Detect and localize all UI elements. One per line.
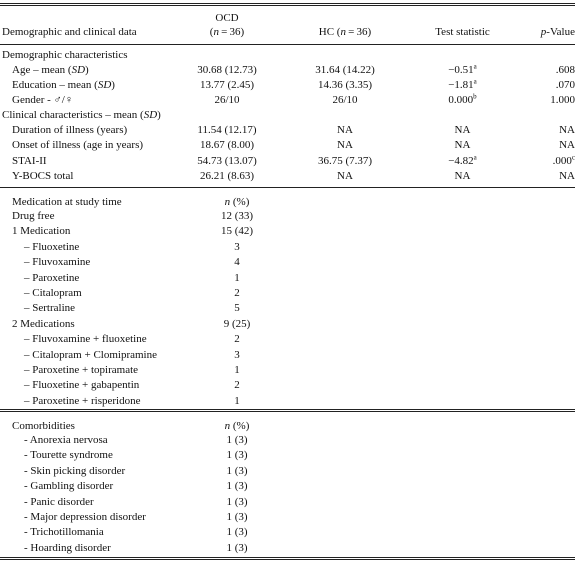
table-row <box>0 92 575 108</box>
item-label: – Citalopram <box>24 287 82 299</box>
row-label: Duration of illness (years) <box>12 124 128 136</box>
header-row-2 <box>0 24 575 40</box>
test-statistic-value <box>410 153 515 169</box>
p-value <box>520 137 575 153</box>
item-label: - Trichotillomania <box>24 526 104 539</box>
p-value <box>520 153 575 169</box>
item-value: 12 (33) <box>220 210 254 222</box>
item-label: – Fluoxetine + gabapentin <box>24 379 140 392</box>
list-item <box>0 540 575 556</box>
item-value: 2 <box>234 287 240 299</box>
medication-title: Medication at study time <box>12 196 122 208</box>
item-value: 1 (3) <box>226 495 248 508</box>
item-label: – Fluvoxamine <box>24 256 91 269</box>
ocd-value: 11.54 (12.17) <box>197 124 257 136</box>
p-number: NA <box>559 124 575 136</box>
item-value: 1 (3) <box>226 541 248 554</box>
item-label: 2 Medications <box>12 317 75 330</box>
bottom-rule-2 <box>0 559 575 560</box>
item-label: 1 Medication <box>12 225 71 238</box>
test-statistic-value <box>410 137 515 153</box>
table-row <box>0 153 575 169</box>
hc-value: NA <box>337 139 353 152</box>
p-value <box>520 77 575 93</box>
item-value: 1 <box>234 271 240 284</box>
p-value <box>520 168 575 184</box>
hc-value: 26/10 <box>332 94 358 106</box>
hc-value: 14.36 (3.35) <box>317 79 373 91</box>
row-label: STAI-II <box>12 154 47 167</box>
section-demographic: Demographic characteristics <box>2 49 128 61</box>
stat-number: −0.51 <box>448 64 474 76</box>
table-row <box>0 122 575 138</box>
list-item <box>0 347 575 363</box>
item-value: 1 <box>234 364 240 376</box>
header-ocd-n: (n = 36) <box>209 26 245 38</box>
section-clinical: Clinical characteristics – mean (SD) <box>2 109 161 121</box>
test-statistic-value <box>410 92 515 108</box>
item-label: – Paroxetine + risperidone <box>24 394 141 407</box>
top-rule-2 <box>0 5 575 6</box>
item-value: 9 (25) <box>223 317 251 330</box>
item-label: – Sertraline <box>24 302 76 315</box>
item-label: – Paroxetine <box>24 271 80 284</box>
item-value: 1 (3) <box>226 434 248 446</box>
item-label: – Paroxetine + topiramate <box>24 364 139 376</box>
header-p-value: p-Value <box>540 26 575 38</box>
row-label: Gender - ♂/♀ <box>12 94 74 106</box>
list-item <box>0 447 575 463</box>
table-row <box>0 137 575 153</box>
header-test-statistic: Test statistic <box>435 26 490 38</box>
stat-number: 0.000 <box>448 94 474 106</box>
item-label: - Skin picking disorder <box>24 464 126 477</box>
ocd-value: 54.73 (13.07) <box>197 154 257 167</box>
stat-footnote: a <box>473 62 477 71</box>
item-value: 1 (3) <box>226 449 248 462</box>
header-ocd: OCD <box>215 12 239 24</box>
ocd-value: 26/10 <box>214 94 240 106</box>
item-label: – Fluvoxamine + fluoxetine <box>24 333 147 346</box>
p-footnote: c <box>571 152 575 161</box>
clinical-rule <box>0 187 575 188</box>
list-item <box>0 432 575 448</box>
p-number: .000 <box>552 154 572 167</box>
hc-value: NA <box>337 169 353 182</box>
list-item <box>0 285 575 301</box>
p-value <box>520 92 575 108</box>
comorbidities-col-header: n (%) <box>224 420 250 432</box>
item-value: 2 <box>234 333 240 346</box>
stat-footnote: b <box>473 92 477 101</box>
test-statistic-value <box>410 62 515 78</box>
list-item <box>0 254 575 270</box>
item-value: 2 <box>234 379 240 392</box>
stat-footnote: a <box>473 152 477 161</box>
list-item <box>0 494 575 510</box>
test-statistic-value <box>410 168 515 184</box>
list-item <box>0 239 575 255</box>
ocd-value: 13.77 (2.45) <box>199 79 255 91</box>
item-label: – Citalopram + Clomipramine <box>24 348 157 361</box>
table-row <box>0 62 575 78</box>
list-item <box>0 362 575 378</box>
item-label: - Tourette syndrome <box>24 449 113 462</box>
list-item <box>0 270 575 286</box>
medication-col-header: n (%) <box>224 196 250 208</box>
p-value <box>520 62 575 78</box>
row-label: Y-BOCS total <box>12 169 74 182</box>
item-value: 1 (3) <box>226 526 248 539</box>
stat-number: NA <box>454 169 471 182</box>
p-number: .070 <box>555 79 575 91</box>
header-label: Demographic and clinical data <box>2 26 137 38</box>
hc-value: 36.75 (7.37) <box>317 154 373 167</box>
item-label: - Gambling disorder <box>24 480 114 493</box>
p-number: NA <box>559 139 575 152</box>
stat-number: −1.81 <box>448 79 474 91</box>
comorbidities-title: Comorbidities <box>12 420 75 432</box>
table-row <box>0 77 575 93</box>
p-number: 1.000 <box>550 94 575 106</box>
p-number: NA <box>559 169 575 182</box>
item-value: 1 <box>234 394 240 407</box>
item-value: 15 (42) <box>220 225 254 238</box>
list-item <box>0 509 575 525</box>
item-value: 3 <box>234 240 240 253</box>
medication-rule-2 <box>0 411 575 412</box>
item-value: 5 <box>234 302 240 315</box>
item-value: 1 (3) <box>226 480 248 493</box>
medication-rule <box>0 409 575 410</box>
item-label: - Hoarding disorder <box>24 541 111 554</box>
ocd-value: 26.21 (8.63) <box>199 169 255 182</box>
list-item <box>0 393 575 409</box>
header-hc: HC (n = 36) <box>318 26 372 38</box>
item-label: - Major depression disorder <box>24 511 146 523</box>
row-label: Education – mean (SD) <box>12 79 115 91</box>
list-item <box>0 524 575 540</box>
row-label: Onset of illness (age in years) <box>12 139 144 152</box>
item-label: Drug free <box>12 210 55 222</box>
test-statistic-value <box>410 77 515 93</box>
ocd-value: 30.68 (12.73) <box>197 64 257 76</box>
item-value: 3 <box>234 348 240 361</box>
stat-number: NA <box>454 124 471 136</box>
list-item <box>0 377 575 393</box>
ocd-value: 18.67 (8.00) <box>199 139 255 152</box>
list-item <box>0 208 575 224</box>
p-value <box>520 122 575 138</box>
hc-value: NA <box>337 124 353 136</box>
list-item <box>0 223 575 239</box>
header-rule <box>0 44 575 45</box>
bottom-rule <box>0 557 575 558</box>
list-item <box>0 316 575 332</box>
list-item <box>0 300 575 316</box>
item-label: - Anorexia nervosa <box>24 434 108 446</box>
item-label: - Panic disorder <box>24 495 94 508</box>
p-number: .608 <box>555 64 575 76</box>
list-item <box>0 331 575 347</box>
item-value: 1 (3) <box>226 511 248 523</box>
stat-footnote: a <box>473 77 477 86</box>
test-statistic-value <box>410 122 515 138</box>
row-label: Age – mean (SD) <box>12 64 89 76</box>
list-item <box>0 463 575 479</box>
stat-number: −4.82 <box>448 154 474 167</box>
item-value: 1 (3) <box>226 464 248 477</box>
hc-value: 31.64 (14.22) <box>315 64 375 76</box>
list-item <box>0 478 575 494</box>
item-value: 4 <box>234 256 240 269</box>
table-row <box>0 168 575 184</box>
top-rule <box>0 3 575 4</box>
stat-number: NA <box>454 139 471 152</box>
item-label: – Fluoxetine <box>24 240 80 253</box>
